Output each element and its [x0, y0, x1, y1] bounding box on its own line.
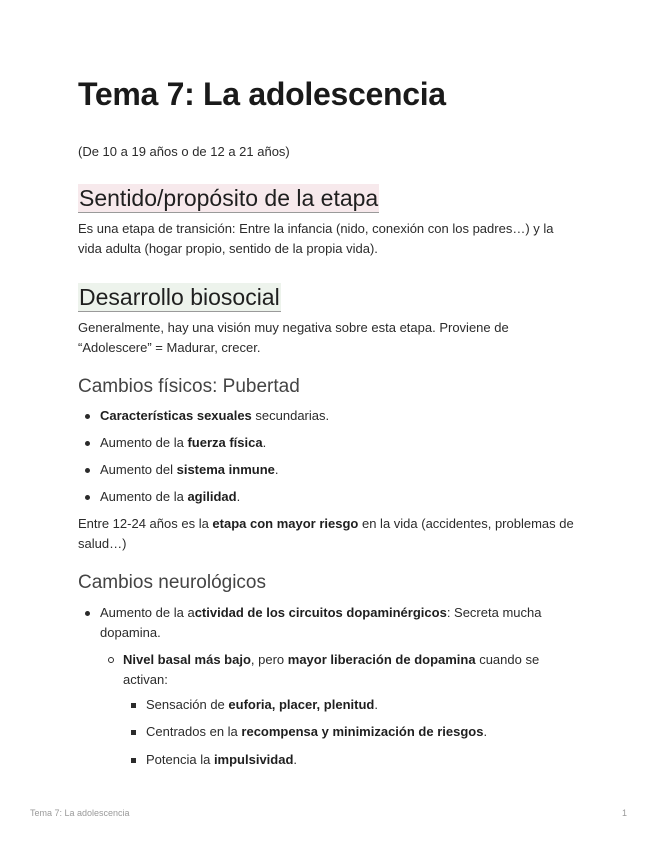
- list-item: Potencia la impulsividad.: [146, 750, 297, 770]
- age-range: (De 10 a 19 años o de 12 a 21 años): [78, 144, 290, 159]
- square-bullet-icon: [131, 758, 136, 763]
- list-item: Aumento de la agilidad.: [100, 487, 240, 507]
- page-number: 1: [622, 808, 628, 818]
- subheading-neuro-changes: Cambios neurológicos: [78, 572, 266, 593]
- list-item: Nivel basal más bajo, pero mayor liberación de dopamina cuando se activan:: [123, 650, 558, 690]
- bullet-icon: [85, 495, 90, 500]
- bullet-icon: [85, 468, 90, 473]
- page-title: Tema 7: La adolescencia: [78, 76, 446, 112]
- list-item: Aumento de la actividad de los circuitos dopaminérgicos: Secreta mucha dopamina.: [100, 603, 558, 643]
- section-heading-purpose: Sentido/propósito de la etapa: [79, 185, 379, 211]
- biosocial-intro: Generalmente, hay una visión muy negativa sobre esta etapa. Proviene de “Adolescere” = Madurar, crecer.: [78, 320, 509, 355]
- bullet-icon: [85, 611, 90, 616]
- list-item: Aumento del sistema inmune.: [100, 460, 279, 480]
- section-heading-biosocial: Desarrollo biosocial: [79, 284, 280, 310]
- list-item: Aumento de la fuerza física.: [100, 433, 266, 453]
- bullet-icon: [85, 441, 90, 446]
- circle-bullet-icon: [108, 657, 114, 663]
- list-item: Sensación de euforia, placer, plenitud.: [146, 695, 378, 715]
- purpose-text: Es una etapa de transición: Entre la infancia (nido, conexión con los padres…) y la vida adulta (hogar propio, sentido de la propia vida).: [78, 221, 554, 256]
- list-item: Características sexuales secundarias.: [100, 406, 329, 426]
- footer-title: Tema 7: La adolescencia: [30, 808, 130, 818]
- square-bullet-icon: [131, 703, 136, 708]
- risk-paragraph: Entre 12-24 años es la etapa con mayor riesgo en la vida (accidentes, problemas de salud…): [78, 516, 574, 551]
- square-bullet-icon: [131, 730, 136, 735]
- subheading-physical-changes: Cambios físicos: Pubertad: [78, 376, 300, 397]
- bullet-icon: [85, 414, 90, 419]
- list-item: Centrados en la recompensa y minimización de riesgos.: [146, 722, 487, 742]
